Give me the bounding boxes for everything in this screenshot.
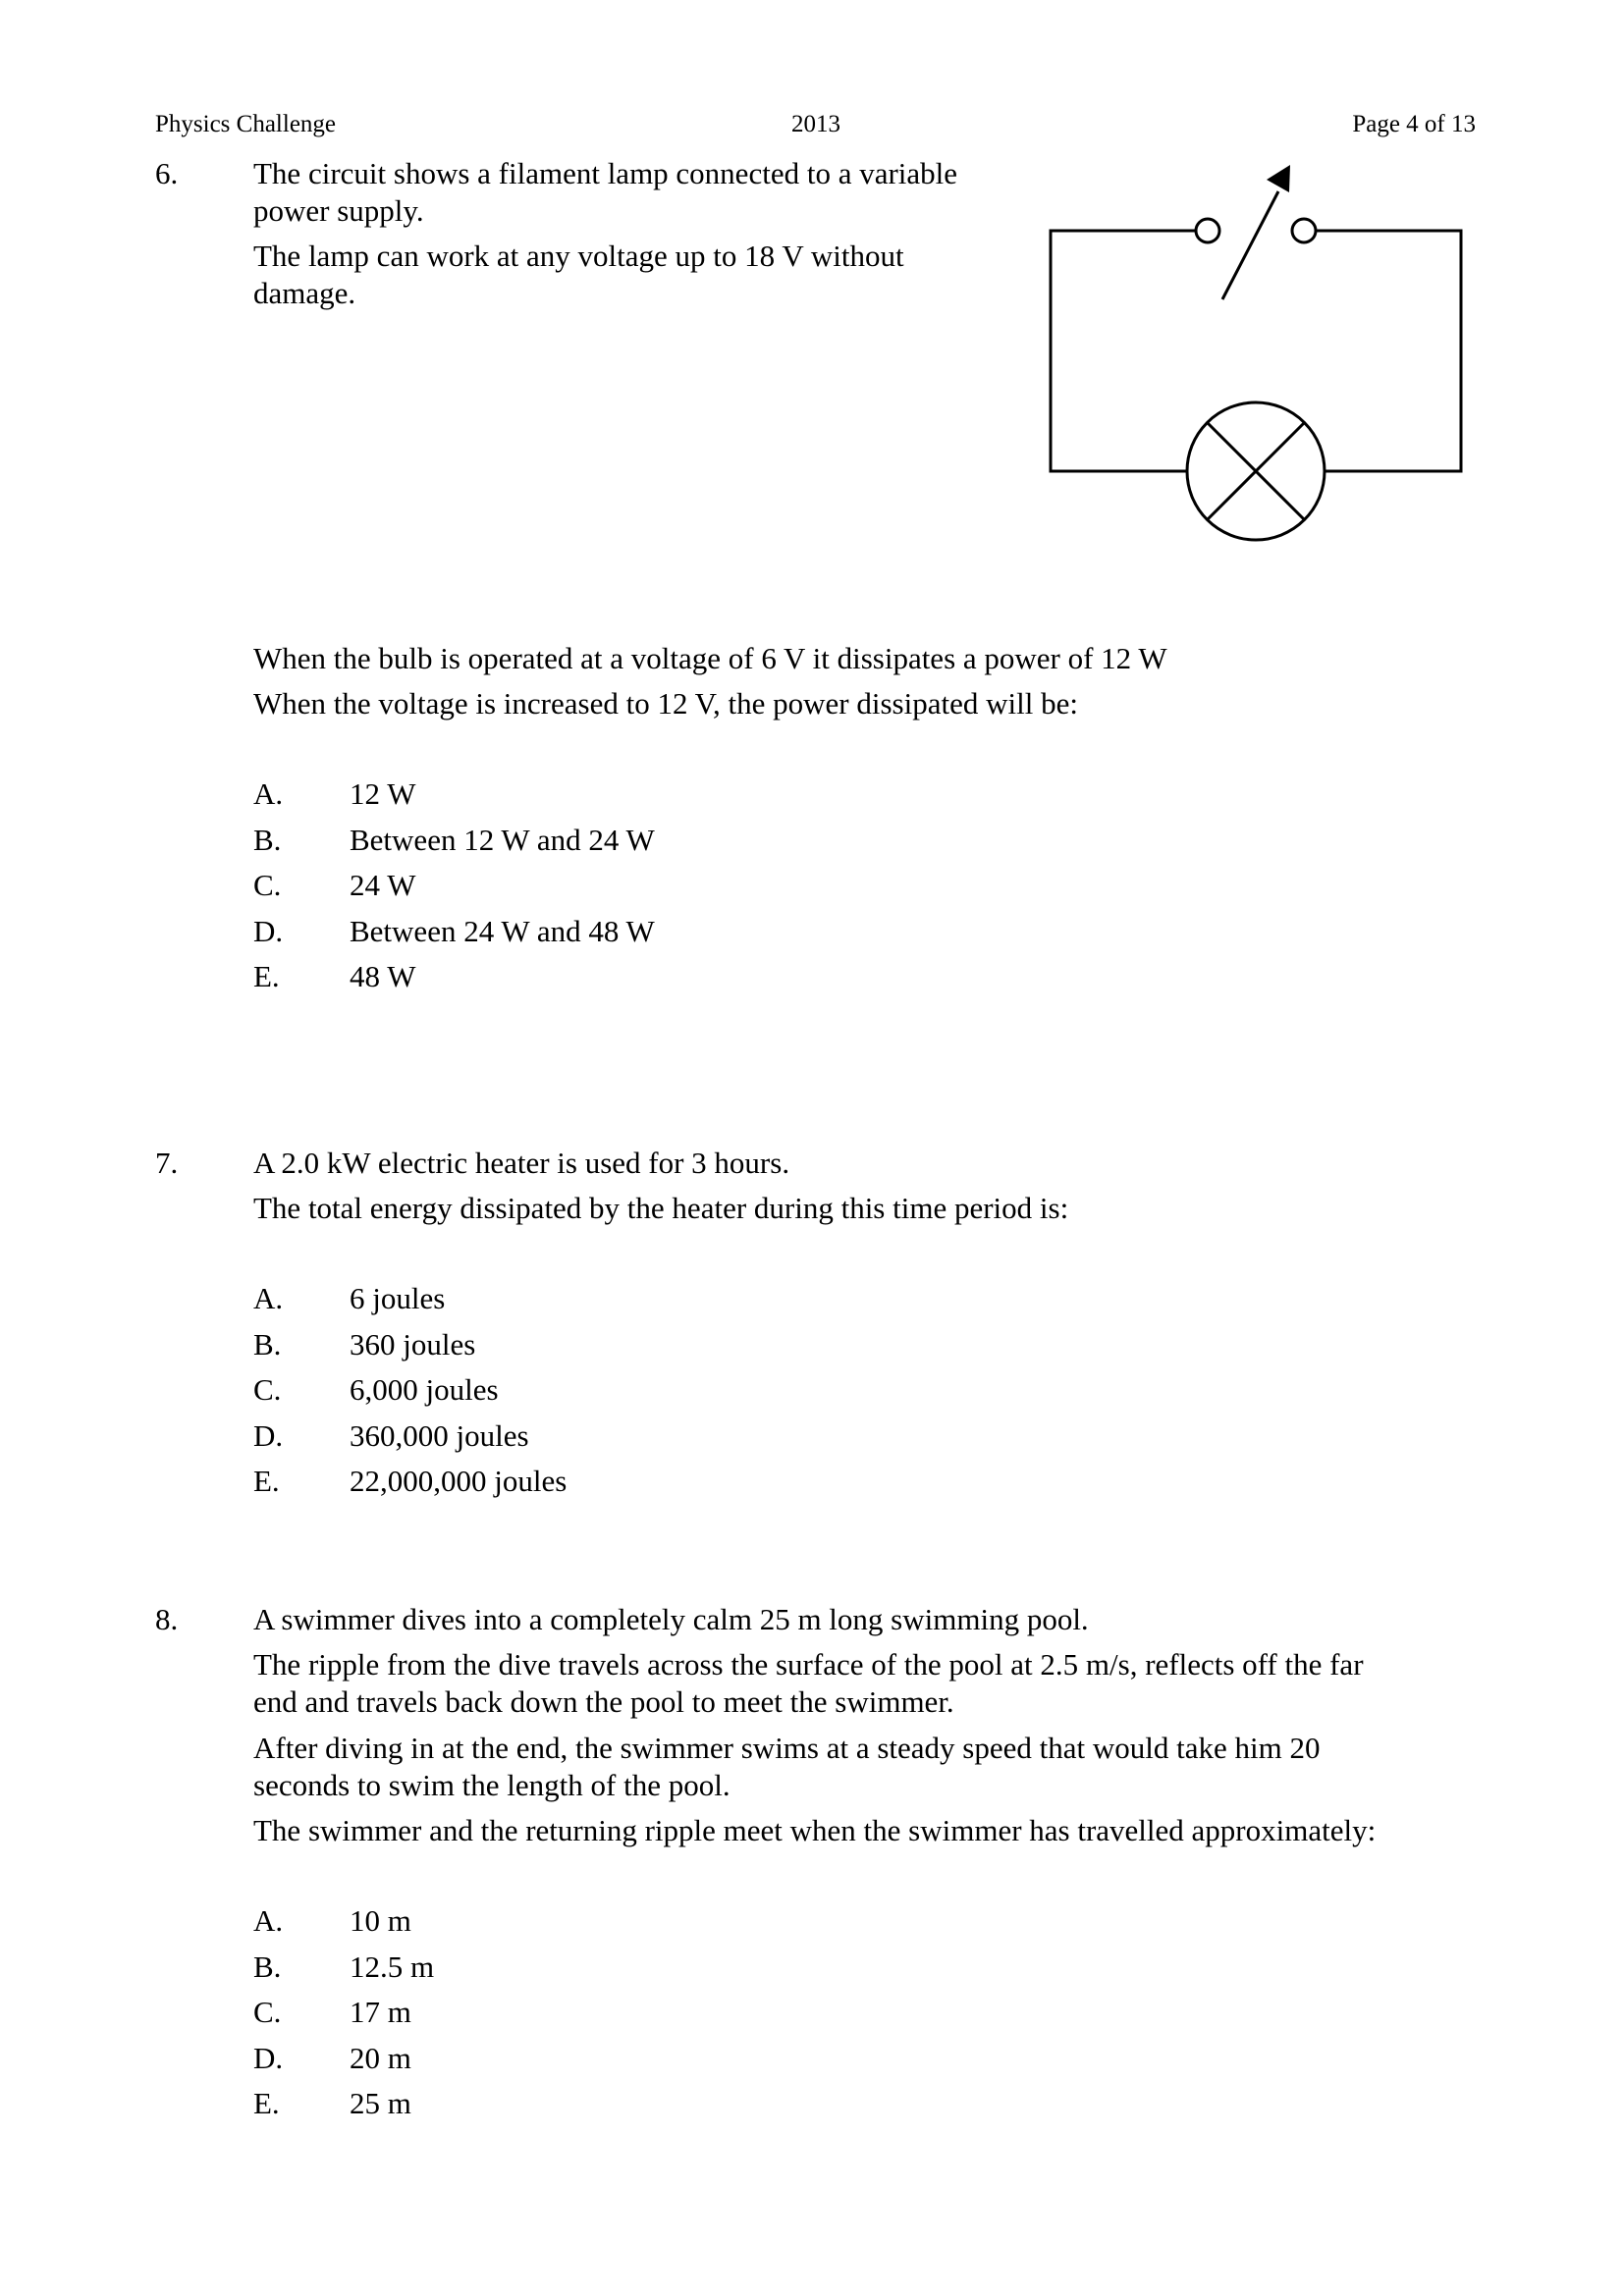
question-stem-line: A swimmer dives into a completely calm 25 m long swimming pool. — [253, 1602, 1089, 1636]
option-letter: E. — [253, 2086, 280, 2120]
option-text: 48 W — [350, 959, 416, 993]
answer-option[interactable] — [253, 2040, 434, 2086]
option-text: 12 W — [350, 776, 416, 811]
option-letter: C. — [253, 1995, 282, 2029]
answer-option[interactable] — [253, 775, 655, 822]
wire-right — [1316, 231, 1461, 471]
answer-option[interactable] — [253, 822, 655, 868]
switch-icon — [1196, 191, 1316, 299]
answer-option[interactable] — [253, 1371, 567, 1417]
answer-option[interactable] — [253, 1994, 434, 2040]
option-letter: C. — [253, 1372, 282, 1407]
question-stem-line: seconds to swim the length of the pool. — [253, 1768, 730, 1802]
circuit-diagram — [1031, 147, 1502, 560]
option-letter: A. — [253, 1281, 284, 1315]
question-stem-line: When the bulb is operated at a voltage of 6 V it dissipates a power of 12 W — [253, 641, 1167, 675]
option-letter: E. — [253, 1464, 280, 1498]
option-text: 25 m — [350, 2086, 411, 2120]
arrow-head-icon — [1267, 165, 1290, 192]
option-text: Between 24 W and 48 W — [350, 913, 655, 948]
option-letter: B. — [253, 1326, 282, 1362]
answer-option[interactable] — [253, 2085, 434, 2131]
option-letter: D. — [253, 913, 284, 948]
wire-left — [1051, 231, 1208, 471]
option-text: 24 W — [350, 868, 416, 902]
answer-option[interactable] — [253, 1280, 567, 1326]
option-letter: C. — [253, 868, 282, 902]
header-page-number: Page 4 of 13 — [1352, 111, 1476, 137]
answer-option[interactable] — [253, 1949, 434, 1995]
option-text: 12.5 m — [350, 1949, 435, 1984]
lamp-icon — [1187, 402, 1325, 540]
option-text: 6 joules — [350, 1281, 446, 1315]
option-text: 6,000 joules — [350, 1372, 499, 1407]
question-intro-line: The lamp can work at any voltage up to 18 V without — [253, 239, 904, 273]
question-intro-line: The circuit shows a filament lamp connected to a variable — [253, 156, 958, 190]
question-stem-line: end and travels back down the pool to meet the swimmer. — [253, 1684, 954, 1719]
answer-option[interactable] — [253, 1463, 567, 1509]
option-text: 22,000,000 joules — [350, 1464, 568, 1498]
option-letter: E. — [253, 959, 280, 993]
question-stem-line: When the voltage is increased to 12 V, the power dissipated will be: — [253, 686, 1078, 721]
option-text: 10 m — [350, 1903, 411, 1938]
question-intro-line: power supply. — [253, 193, 424, 228]
question-number: 6. — [155, 156, 179, 190]
answer-option[interactable] — [253, 867, 655, 913]
answer-options — [253, 775, 655, 1004]
option-text: 20 m — [350, 2040, 411, 2075]
option-letter: B. — [253, 822, 282, 857]
answer-option[interactable] — [253, 1326, 567, 1372]
question-stem-line: The swimmer and the returning ripple meet when the swimmer has travelled approximately: — [253, 1813, 1377, 1847]
option-text: 17 m — [350, 1995, 411, 2029]
answer-options — [253, 1902, 434, 2131]
question-stem-line: A 2.0 kW electric heater is used for 3 hours. — [253, 1146, 790, 1180]
question-stem-line: After diving in at the end, the swimmer swims at a steady speed that would take him 20 — [253, 1731, 1321, 1765]
question-number: 7. — [155, 1146, 179, 1180]
header-title: Physics Challenge — [155, 111, 337, 137]
option-letter: A. — [253, 1903, 284, 1938]
option-text: 360,000 joules — [350, 1417, 529, 1453]
answer-option[interactable] — [253, 958, 655, 1004]
answer-option[interactable] — [253, 1417, 567, 1464]
question-number: 8. — [155, 1602, 179, 1636]
option-letter: D. — [253, 1417, 284, 1453]
option-text: Between 12 W and 24 W — [350, 822, 655, 857]
question-stem-line: The total energy dissipated by the heater during this time period is: — [253, 1191, 1069, 1225]
question-intro-line: damage. — [253, 276, 356, 310]
question-stem-line: The ripple from the dive travels across the surface of the pool at 2.5 m/s, reflects off the far — [253, 1647, 1364, 1682]
answer-option[interactable] — [253, 913, 655, 959]
answer-option[interactable] — [253, 1902, 434, 1949]
option-letter: B. — [253, 1949, 282, 1984]
option-letter: D. — [253, 2040, 284, 2075]
header-year: 2013 — [791, 111, 840, 137]
answer-options — [253, 1280, 567, 1509]
option-letter: A. — [253, 776, 284, 811]
option-text: 360 joules — [350, 1326, 476, 1362]
